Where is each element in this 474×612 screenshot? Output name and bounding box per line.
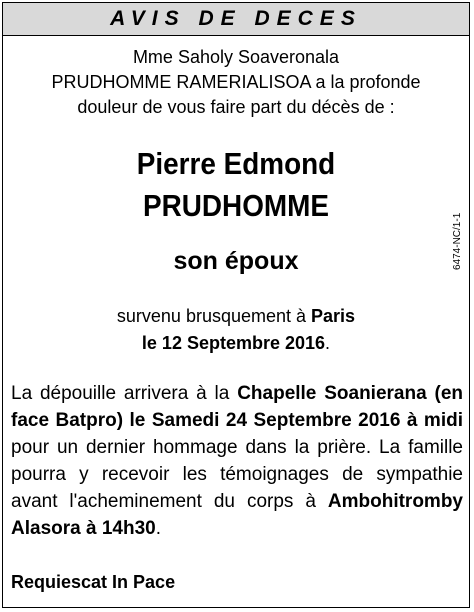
header-bar xyxy=(3,3,469,36)
death-line-2 xyxy=(3,330,469,357)
arrival-text-3: pour un dernier hommage dans la prière. La famille pourra y recevoir les témoignages de sympathie avant l'acheminement du corps à xyxy=(11,437,463,512)
death-date-suffix: . xyxy=(325,333,331,353)
announcer-line-2: PRUDHOMME RAMERIALISOA a la profonde xyxy=(51,72,421,92)
notice-title: AVIS DE DECES xyxy=(110,7,362,30)
reference-code: 6474-NC/1-1 xyxy=(452,212,463,270)
deceased-first-names: Pierre Edmond xyxy=(136,146,336,181)
closing-phrase: Requiescat In Pace xyxy=(11,572,176,592)
death-place: Paris xyxy=(311,306,356,326)
announcer-line-3: douleur de vous faire part du décès de : xyxy=(77,97,395,117)
arrival-text-4: . xyxy=(155,518,161,539)
ceremony-paragraph xyxy=(11,380,463,542)
death-prefix: survenu brusquement à xyxy=(116,306,312,326)
death-details xyxy=(3,303,469,357)
death-line-1 xyxy=(3,303,469,330)
notice-frame xyxy=(2,2,470,608)
deceased-surname: PRUDHOMME xyxy=(142,188,329,223)
death-date: le 12 Septembre 2016 xyxy=(141,333,326,353)
arrival-datetime: le Samedi 24 Septembre 2016 à midi xyxy=(129,410,463,431)
arrival-location: Chapelle Soanierana (en face Batpro) xyxy=(11,383,463,431)
announcer-block xyxy=(3,45,469,120)
relation-label: son époux xyxy=(173,247,299,275)
arrival-text-1: La dépouille arrivera à la xyxy=(11,383,238,404)
burial-destination: Ambohitromby Alasora à 14h30 xyxy=(11,491,463,539)
deceased-name xyxy=(26,143,445,227)
announcer-line-1: Mme Saholy Soaveronala xyxy=(132,47,340,67)
